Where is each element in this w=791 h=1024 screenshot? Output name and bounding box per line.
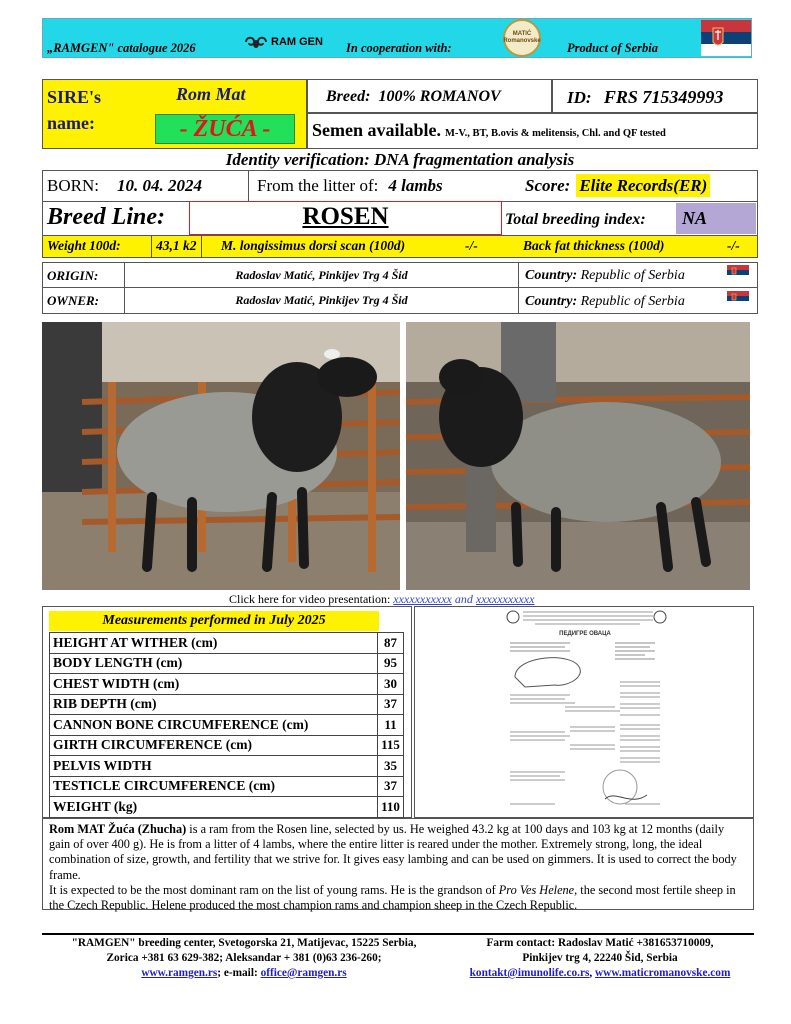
description-grandmother: Pro Ves Helene (498, 882, 575, 897)
owner-country-cell (518, 288, 757, 313)
serbia-flag-icon (727, 291, 749, 306)
born-value: 10. 04. 2024 (116, 176, 202, 195)
litter-cell (249, 171, 519, 201)
measurement-value: 95 (378, 653, 404, 674)
ram-side-view-image (42, 322, 400, 590)
back-fat-value: -/- (727, 238, 740, 253)
measurement-label: PELVIS WIDTH (50, 756, 378, 777)
catalogue-title: „RAMGEN" catalogue 2026 (47, 41, 196, 55)
measurements-panel (42, 606, 412, 818)
measurement-row (50, 776, 404, 797)
matic-logo (503, 19, 541, 57)
breed-line-row (42, 202, 758, 236)
video-link-2[interactable]: xxxxxxxxxxx (475, 592, 535, 606)
footer-ramgen-address: "RAMGEN" breeding center, Svetogorska 21, Matijevac, 15225 Serbia, (71, 937, 417, 949)
pedigree-document (414, 606, 754, 818)
id-label: ID: (567, 88, 592, 107)
description-text-1: is a ram from the Rosen line, selected by us. He weighed 43.2 kg at 100 days and 103 kg at 12 months (daily gain of over 400 g). He is from a litter of 4 lambs, where the entire litter is reared under the mother. Extremely strong, long, the ideal combination of size, growth, and fertility that we strive for. It gives easy lambing and can be used on gimmers. It is used to correct the body frame. (49, 822, 737, 882)
measurement-value: 87 (378, 633, 404, 654)
measurement-label: HEIGHT AT WITHER (cm) (50, 633, 378, 654)
sire-label-line2: name: (47, 113, 95, 133)
owner-value: Radoslav Matić, Pinkijev Trg 4 Šid (235, 293, 408, 307)
ram-horns-icon (243, 35, 269, 49)
origin-country-value: Republic of Serbia (580, 268, 685, 283)
header-banner (42, 18, 752, 58)
footer-ramgen-website-link[interactable]: www.ramgen.rs (141, 967, 218, 979)
description-paragraph-2 (49, 883, 747, 913)
breed-label: Breed: (326, 88, 371, 105)
footer-ramgen-phones: Zorica +381 63 629-382; Aleksandar + 381 (0)63 236-260; (106, 952, 382, 964)
measurement-label: GIRTH CIRCUMFERENCE (cm) (50, 735, 378, 756)
origin-owner-section (42, 262, 758, 314)
semen-cell (307, 113, 758, 149)
owner-country-value: Republic of Serbia (580, 294, 685, 309)
footer-ramgen-email-link[interactable]: office@ramgen.rs (260, 967, 347, 979)
id-cell (552, 79, 758, 113)
weight-row (42, 236, 758, 258)
footer-farm-email-link[interactable]: kontakt@imunolife.co.rs (469, 967, 590, 979)
scan-value: -/- (465, 238, 478, 253)
sire-label (47, 84, 101, 136)
breed-value: 100% ROMANOV (378, 88, 501, 105)
measurement-label: RIB DEPTH (cm) (50, 694, 378, 715)
litter-label: From the litter of: (257, 176, 379, 195)
breed-line-label: Breed Line: (47, 204, 165, 230)
measurement-value: 110 (378, 797, 404, 818)
born-cell (43, 171, 249, 201)
product-of-serbia: Product of Serbia (567, 41, 658, 55)
score-cell (519, 171, 757, 201)
description-paragraph-1 (49, 822, 747, 883)
description-ram-name: Rom MAT Žuća (Zhucha) (49, 822, 187, 836)
total-breeding-index-value: NA (676, 203, 756, 234)
origin-value: Radoslav Matić, Pinkijev Trg 4 Šid (235, 268, 408, 282)
measurement-label: CANNON BONE CIRCUMFERENCE (cm) (50, 715, 378, 736)
measurements-table (49, 632, 404, 818)
weight-100d-label: Weight 100d: (47, 238, 121, 253)
owner-country-label: Country: (525, 294, 578, 309)
measurement-label: BODY LENGTH (cm) (50, 653, 378, 674)
measurements-title: Measurements performed in July 2025 (49, 611, 379, 631)
measurement-row (50, 694, 404, 715)
origin-country-label: Country: (525, 268, 578, 283)
origin-label: ORIGIN: (43, 263, 125, 287)
owner-label: OWNER: (43, 288, 125, 313)
sire-name-cell (42, 79, 307, 149)
ram-front-view-image (406, 322, 750, 590)
ramgen-logo (243, 35, 323, 49)
footer-farm-address: Pinkijev trg 4, 22240 Šid, Serbia (522, 952, 678, 964)
ram-description (42, 818, 754, 913)
total-breeding-index-label: Total breeding index: (505, 211, 646, 228)
semen-label: Semen available. (312, 120, 441, 140)
measurement-row (50, 715, 404, 736)
score-value: Elite Records(ER) (576, 174, 710, 197)
scan-label: M. longissimus dorsi scan (100d) (221, 238, 406, 253)
measurement-row (50, 633, 404, 654)
description-text-2c: , the second most fertile sheep in the Czech Republic. Helene produced the most champion rams and champion sheep in the Czech Republic. (49, 882, 736, 913)
video-presentation (229, 592, 534, 607)
footer-farm-website-link[interactable]: www.maticromanovske.com (595, 967, 731, 979)
breed-cell (307, 79, 552, 113)
footer-divider (42, 933, 754, 935)
score-label: Score: (525, 176, 571, 195)
measurement-label: CHEST WIDTH (cm) (50, 674, 378, 695)
semen-tests: M-V., BT, B.ovis & melitensis, Chl. and QF tested (445, 128, 666, 139)
sire-section (42, 79, 758, 149)
measurement-value: 30 (378, 674, 404, 695)
video-link-1[interactable]: xxxxxxxxxxx (393, 592, 452, 606)
born-row (42, 170, 758, 202)
owner-row (42, 288, 758, 314)
video-label: Click here for video presentation: (229, 592, 391, 606)
ramgen-logo-text: RAM GEN (271, 36, 323, 48)
sire-name: Rom Mat (176, 84, 246, 104)
litter-value: 4 lambs (388, 176, 443, 195)
breed-line-value: ROSEN (189, 201, 502, 235)
id-value: FRS 715349993 (603, 87, 724, 107)
measurement-value: 37 (378, 776, 404, 797)
measurement-value: 11 (378, 715, 404, 736)
weight-100d-value: 43,1 k2 (151, 236, 202, 257)
measurement-value: 115 (378, 735, 404, 756)
born-label: BORN: (47, 176, 99, 195)
measurement-row (50, 756, 404, 777)
footer-email-label: ; e-mail: (217, 967, 261, 979)
measurement-label: TESTICLE CIRCUMFERENCE (cm) (50, 776, 378, 797)
footer-right: Farm contact: Radoslav Matić +381653710009, Pinkijev trg 4, 22240 Šid, Serbia kontakt@imunolife.co.rs, www.maticromanovske.com (446, 936, 754, 981)
serbia-flag-icon (701, 20, 751, 56)
measurement-row (50, 735, 404, 756)
footer-farm-contact: Farm contact: Radoslav Matić +381653710009, (486, 937, 714, 949)
video-and: and (454, 592, 473, 606)
measurement-label: WEIGHT (kg) (50, 797, 378, 818)
identity-verification: Identity verification: DNA fragmentation analysis (225, 150, 575, 169)
measurement-row (50, 674, 404, 695)
origin-row (42, 262, 758, 288)
description-text-2a: It is expected to be the most dominant ram on the list of young rams. He is the grandson of (49, 882, 499, 897)
ram-photo-right (406, 322, 750, 590)
matic-logo-text: MATIĆ Romanovske (503, 31, 541, 44)
serbia-flag-icon (727, 265, 749, 280)
pedigree-certificate-image (415, 607, 755, 819)
pedigree-title: ПЕДИГРЕ ОВАЦА (559, 631, 611, 637)
measurement-value: 35 (378, 756, 404, 777)
ram-photo-left (42, 322, 400, 590)
sire-nickname: - ŽUĆA - (155, 114, 295, 144)
measurement-value: 37 (378, 694, 404, 715)
cooperation-label: In cooperation with: (346, 41, 452, 55)
measurement-row (50, 653, 404, 674)
footer-left (42, 936, 446, 981)
origin-country-cell (518, 263, 757, 287)
measurement-row (50, 797, 404, 818)
sire-label-line1: SIRE's (47, 87, 102, 107)
back-fat-label: Back fat thickness (100d) (523, 238, 665, 253)
